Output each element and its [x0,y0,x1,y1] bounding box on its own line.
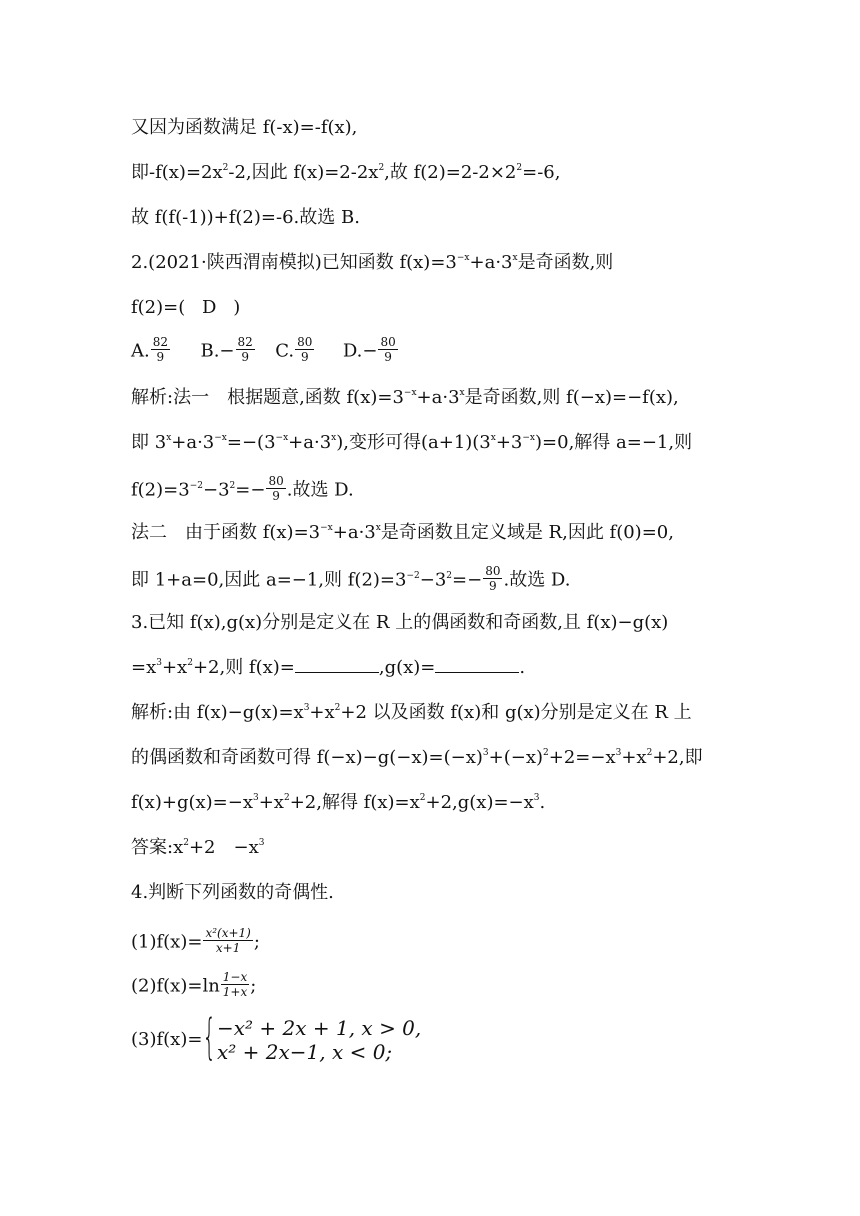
superscript: 3 [482,748,489,758]
superscript: x [166,433,172,443]
superscript: −2 [406,570,420,581]
text: 解析:法一 根据题意,函数 f(x)=3 [131,387,404,408]
analysis-method-2-line-2 [131,566,570,596]
superscript: 2 [187,658,193,668]
option-d-label: D.− [342,340,378,362]
text: =-6, [522,162,561,183]
superscript: x [375,523,381,533]
text: 解析:由 f(x)−g(x)=x [131,702,304,723]
superscript: 2 [229,480,236,491]
analysis-method-1-line-3 [131,476,354,506]
numerator: 82 [152,335,169,349]
superscript: −x [456,253,470,263]
superscript: 2 [222,163,229,173]
text: . [539,792,546,813]
numerator: 80 [297,335,313,349]
text: 即 1+a=0,因此 a=−1,则 f(2)=3 [131,569,407,591]
text: ,g(x)= [378,657,436,678]
question-2-blank [131,296,240,320]
text: +2,解得 f(x)=x [289,792,420,813]
superscript: 2 [283,793,290,803]
text: +2=−x [548,747,616,768]
option-c-fraction [295,335,314,364]
text: +x [621,747,647,768]
text: 即 3 [131,432,167,453]
denominator: 1+x [222,985,248,999]
text: −3 [419,569,447,591]
numerator: 80 [268,474,284,488]
text: )=0,解得 a=−1,则 [535,432,693,453]
superscript: x [459,388,465,398]
text: .故选 D. [286,479,354,501]
denominator: 9 [156,350,165,364]
superscript: 2 [334,703,341,713]
superscript: −2 [189,480,203,491]
option-b-fraction [236,335,255,364]
text: =− [235,479,266,501]
denominator: x+1 [215,941,241,955]
text: +2,则 f(x)= [192,657,295,678]
text: .故选 D. [503,569,571,591]
text: +a·3 [416,387,460,408]
text: +2 −x [188,837,259,858]
text: 即-f(x)=2x [131,162,223,183]
text: ,故 f(2)=2-2×2 [384,162,517,183]
text: =−(3 [226,432,276,453]
text: =− [452,569,483,591]
superscript: −x [403,388,417,398]
piecewise-cases [217,1016,421,1064]
text: +x [161,657,188,678]
denominator: 9 [241,350,249,364]
question-2-options [131,337,399,366]
text: +3 [495,432,523,453]
text: +(−x) [488,747,544,768]
text: +a·3 [288,432,332,453]
question-2-stem [131,251,613,278]
superscript: 2 [543,748,549,758]
numerator: x²(x+1) [205,926,251,940]
option-d-fraction [378,335,397,364]
question-4-part-2 [131,972,256,1001]
superscript: 3 [258,838,265,848]
text: f(x)+g(x)=−x [131,792,253,813]
text: +2,即 [652,747,703,768]
denominator: 9 [489,579,497,593]
numerator: 80 [485,564,501,578]
superscript: 2 [516,163,523,173]
fraction [483,564,502,593]
text: -2,因此 f(x)=2-2x [228,162,379,183]
superscript: 3 [252,793,259,803]
fraction [266,474,285,503]
text: 法二 由于函数 f(x)=3 [131,522,321,543]
option-a-label: A. [131,340,150,362]
solution-line-2 [131,161,560,188]
left-brace: { [202,1009,217,1065]
text: (1)f(x)= [131,931,203,953]
superscript: 3 [303,703,310,713]
text: ),变形可得(a+1)(3 [336,432,491,453]
superscript: −x [275,433,289,443]
text: 答案:x [131,837,184,858]
superscript: −x [320,523,333,533]
text: +x [309,702,335,723]
superscript: x [490,433,496,443]
text: 是奇函数,则 [517,252,614,273]
text: 又因为函数满足 f(-x)=-f(x), [131,117,358,138]
answer-3 [131,836,264,863]
text: 3.已知 f(x),g(x)分别是定义在 R 上的偶函数和奇函数,且 f(x)−g(x) [131,612,669,633]
superscript: 3 [533,793,540,803]
text: f(2)=( [131,297,186,318]
text: =x [131,657,157,678]
numerator: 82 [237,335,253,349]
question-3-blanks [131,656,525,683]
text: . [519,657,526,678]
text: f(2)=3 [131,479,190,501]
text: ; [250,975,257,997]
answer-blank-g [435,658,519,673]
analysis-method-1-line-1 [131,386,679,413]
numerator: 80 [380,335,396,349]
analysis-3-line-2 [131,746,703,773]
analysis-method-2-line-1 [131,521,674,548]
superscript: 3 [615,748,622,758]
option-c-label: C. [275,340,295,362]
analysis-3-line-3 [131,791,545,818]
text: +a·3 [469,252,513,273]
text: +2 以及函数 f(x)和 g(x)分别是定义在 R 上 [340,702,692,723]
option-a-fraction [151,335,170,364]
analysis-3-line-1 [131,701,692,728]
superscript: 2 [419,793,426,803]
text: ) [233,297,241,318]
answer-choice: D [202,297,217,318]
analysis-method-1-line-2 [131,431,692,458]
answer-blank-f [295,658,379,673]
superscript: x [331,433,337,443]
text: 是奇函数,则 f(−x)=−f(x), [464,387,679,408]
superscript: −x [522,433,536,443]
text: (2)f(x)=ln [131,975,220,997]
denominator: 9 [384,350,392,364]
question-4-part-3 [131,1009,422,1065]
superscript: 2 [183,838,189,848]
superscript: 2 [446,570,453,581]
text: +x [258,792,284,813]
superscript: x [512,253,518,263]
solution-line-1 [131,116,357,140]
denominator: 9 [300,350,309,364]
text: +a·3 [171,432,215,453]
fraction [221,970,249,999]
superscript: 2 [646,748,653,758]
denominator: 9 [272,489,280,503]
text: 的偶函数和奇函数可得 f(−x)−g(−x)=(−x) [131,747,483,768]
superscript: 2 [378,163,385,173]
superscript: −x [214,433,227,443]
text: +2,g(x)=−x [425,792,534,813]
text: 2.(2021·陕西渭南模拟)已知函数 f(x)=3 [131,252,457,273]
text: (3)f(x)= [131,1029,203,1050]
question-4-stem [131,881,334,905]
numerator: 1−x [222,970,248,984]
superscript: 3 [156,658,162,668]
text: +a·3 [332,522,376,543]
text: ; [253,931,260,953]
text: 4.判断下列函数的奇偶性. [131,882,334,903]
case-2: x² + 2x−1, x < 0; [216,1040,393,1064]
text: 是奇函数且定义域是 R,因此 f(0)=0, [380,522,674,543]
question-3-stem [131,611,668,635]
fraction [203,926,252,955]
question-4-part-1 [131,928,260,957]
case-1: −x² + 2x + 1, x > 0, [216,1016,422,1040]
solution-line-3 [131,206,360,230]
text: −3 [202,479,230,501]
text: 故 f(f(-1))+f(2)=-6.故选 B. [131,207,360,228]
option-b-label: B.− [200,340,235,362]
